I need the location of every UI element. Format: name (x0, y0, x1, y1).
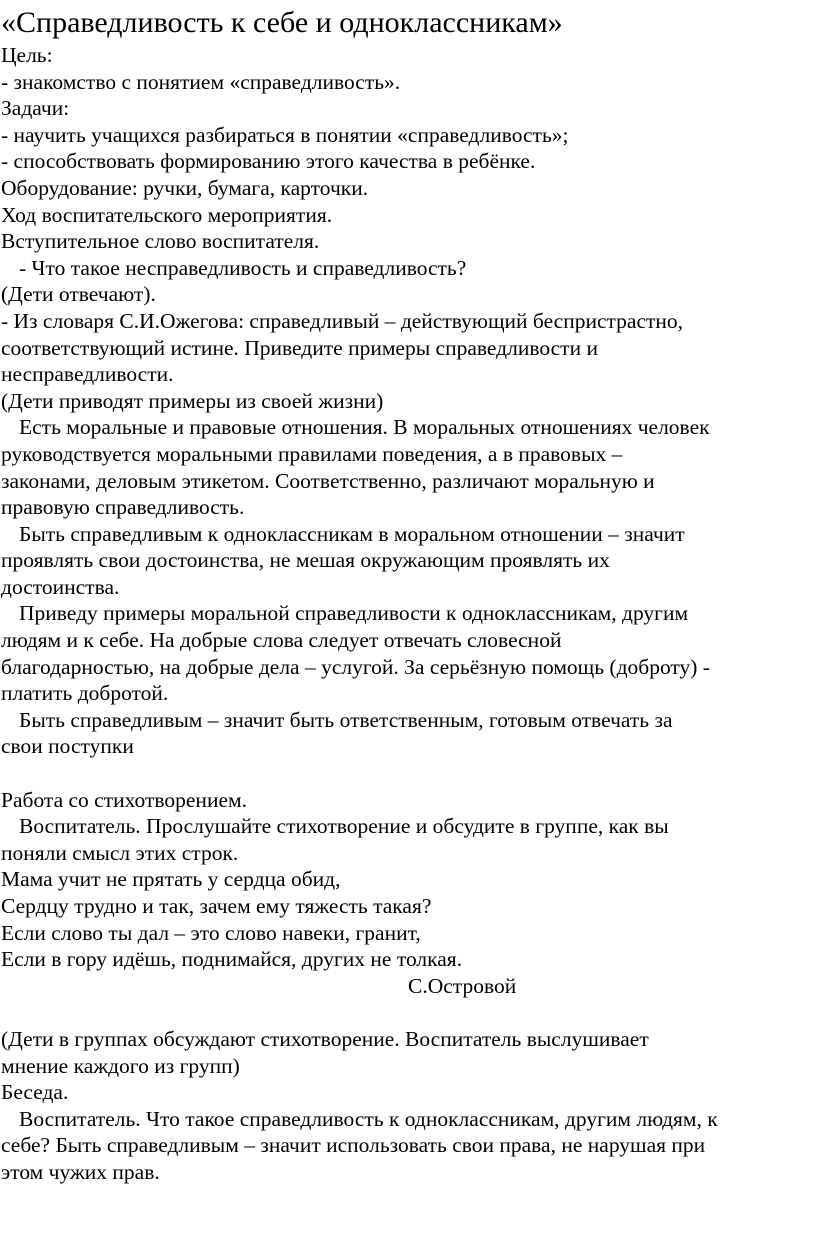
text-line-responsibility-cont: свои поступки (1, 734, 134, 759)
text-line-relations-cont-1: руководствуется моральными правилами поведения, а в правовых – (1, 441, 623, 466)
text-line-group-discussion-cont: мнение каждого из групп) (1, 1053, 240, 1078)
document-title: «Справедливость к себе и одноклассникам» (1, 6, 563, 39)
poem-line-2: Сердцу трудно и так, зачем ему тяжесть такая? (1, 894, 432, 918)
text-line-responsibility: Быть справедливым – значит быть ответственным, готовым отвечать за (19, 707, 673, 732)
text-line-teacher-question: Воспитатель. Что такое справедливость к одноклассникам, другим людям, к (19, 1106, 718, 1131)
text-line-conversation: Беседа. (1, 1080, 69, 1105)
text-line-dictionary-cont-1: соответствующий истине. Приведите примеры справедливости и (1, 335, 598, 360)
text-line-goal: - знакомство с понятием «справедливость». (1, 69, 401, 94)
text-line-intro: Вступительное слово воспитателя. (1, 229, 320, 254)
text-line-dictionary: - Из словаря С.И.Ожегова: справедливый – действующий беспристрастно, (1, 308, 684, 333)
text-line-relations: Есть моральные и правовые отношения. В моральных отношениях человек (19, 415, 710, 440)
text-line-moral-fairness-cont-1: проявлять свои достоинства, не мешая окружающим проявлять их (1, 548, 610, 573)
text-line-examples: Приведу примеры моральной справедливости к одноклассникам, другим (19, 601, 689, 626)
poem-author: С.Островой (408, 973, 517, 998)
text-line-moral-fairness: Быть справедливым к одноклассникам в моральном отношении – значит (19, 521, 685, 546)
text-line-tasks-label: Задачи: (1, 96, 70, 121)
text-line-children-examples: (Дети приводят примеры из своей жизни) (1, 388, 384, 413)
text-line-dictionary-cont-2: несправедливости. (1, 362, 174, 387)
text-line-task-2: - способствовать формированию этого качества в ребёнке. (1, 149, 536, 174)
text-line-relations-cont-2: законами, деловым этикетом. Соответственно, различают моральную и (1, 468, 655, 493)
blank-line (0, 999, 816, 1026)
text-line-group-discussion: (Дети в группах обсуждают стихотворение. Воспитатель выслушивает (1, 1026, 649, 1051)
text-line-examples-cont-3: платить добротой. (1, 681, 169, 706)
text-line-teacher-question-cont-1: себе? Быть справедливым – значит использовать свои права, не нарушая при (1, 1133, 706, 1158)
text-line-poem-work: Работа со стихотворением. (1, 787, 247, 812)
blank-line (0, 760, 816, 787)
text-line-question: - Что такое несправедливость и справедливость? (19, 255, 467, 280)
text-line-task-1: - научить учащихся разбираться в понятии «справедливость»; (1, 122, 569, 147)
poem-line-4: Если в гору идёшь, поднимайся, других не толкая. (1, 947, 463, 972)
text-line-relations-cont-3: правовую справедливость. (1, 495, 245, 520)
text-line-teacher-poem: Воспитатель. Прослушайте стихотворение и обсудите в группе, как вы (19, 814, 669, 839)
text-line-children-answer: (Дети отвечают). (1, 282, 156, 307)
poem-line-1: Мама учит не прятать у сердца обид, (1, 867, 341, 892)
text-line-moral-fairness-cont-2: достоинства. (1, 574, 120, 599)
text-line-goal-label: Цель: (1, 43, 53, 67)
text-line-equipment: Оборудование: ручки, бумага, карточки. (1, 175, 369, 200)
text-line-examples-cont-2: благодарностью, на добрые дела – услугой. За серьёзную помощь (доброту) - (1, 654, 710, 679)
text-line-teacher-poem-cont: поняли смысл этих строк. (1, 840, 239, 865)
text-line-procedure: Ход воспитательского мероприятия. (1, 202, 333, 227)
text-line-examples-cont-1: людям и к себе. На добрые слова следует отвечать словесной (1, 628, 562, 653)
poem-line-3: Если слово ты дал – это слово навеки, гранит, (1, 920, 421, 945)
text-line-teacher-question-cont-2: этом чужих прав. (1, 1159, 160, 1184)
